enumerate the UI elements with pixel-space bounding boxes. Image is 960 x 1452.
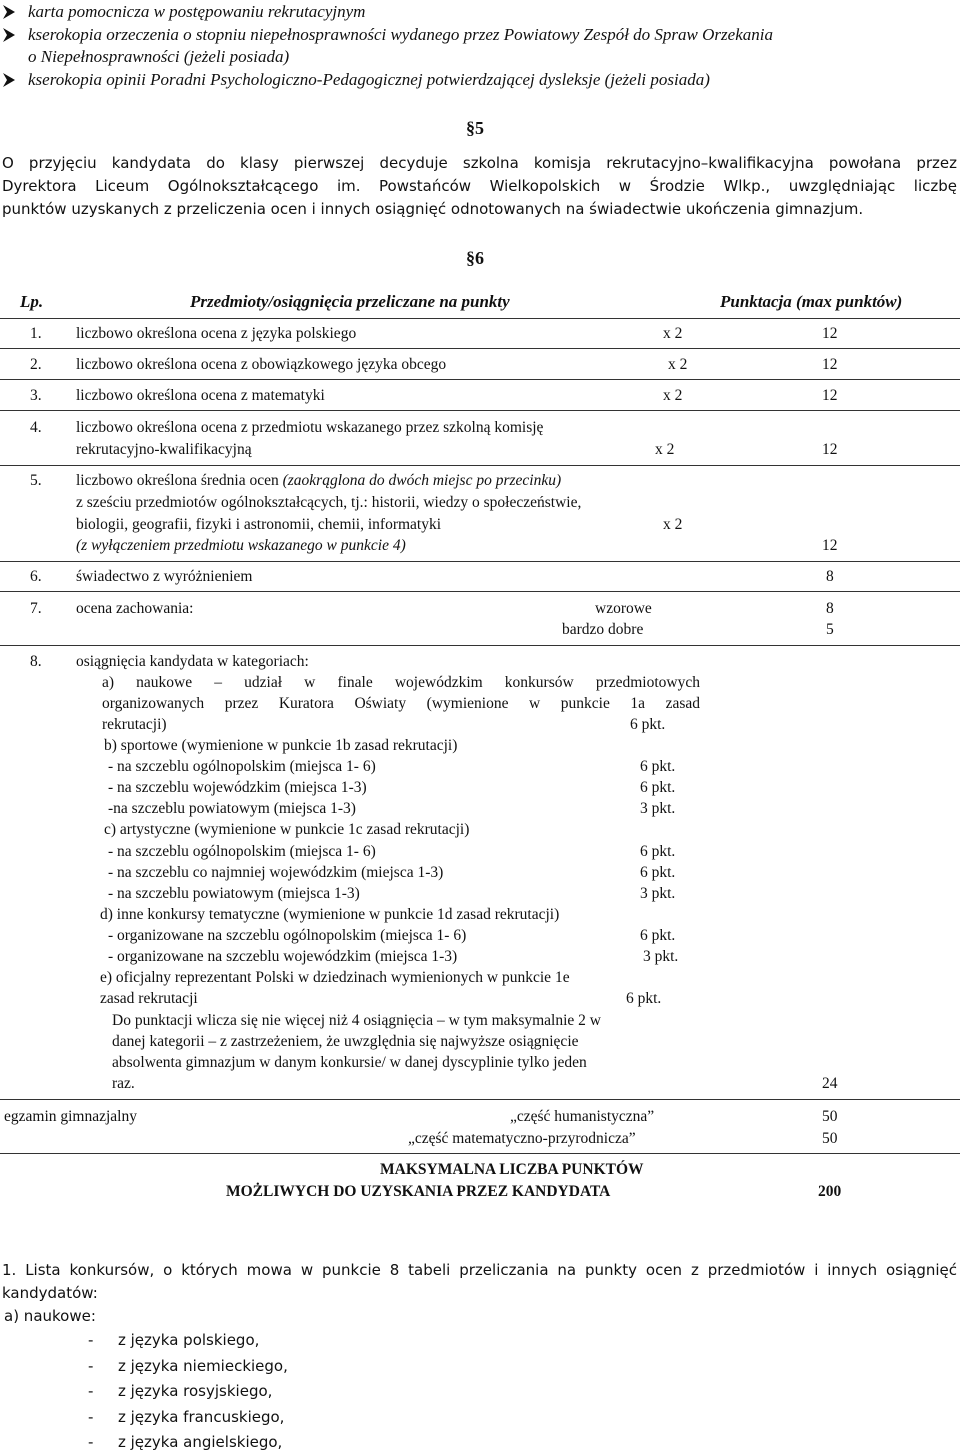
row-text: liczbowo określona ocena z przedmiotu wskazanego przez szkolną komisję	[76, 419, 544, 436]
section-5-line: Dyrektora Liceum Ogólnokształcącego im. Powstańców Wielkopolskich w Środzie Wlkp., uwzględniając liczbę	[2, 177, 957, 195]
row-points: 8	[826, 568, 834, 585]
achievement-note: Do punktacji wlicza się nie więcej niż 4 osiągnięcia – w tym maksymalnie 2 w	[112, 1012, 601, 1029]
row-points: 12	[822, 441, 838, 458]
section-6-heading: §6	[466, 248, 484, 268]
row-number: 5.	[30, 472, 42, 489]
total-label: MOŻLIWYCH DO UZYSKANIA PRZEZ KANDYDATA	[226, 1183, 611, 1200]
category-science: rekrutacji)	[102, 716, 167, 733]
row-number: 6.	[30, 568, 42, 585]
list-item: - z języka polskiego,	[88, 1331, 260, 1349]
list-item: - z języka niemieckiego,	[88, 1357, 288, 1375]
section-5-line: O przyjęciu kandydata do klasy pierwszej decyduje szkolna komisja rekrutacyjno–kwalifikacyjna powołana przez	[2, 154, 957, 172]
category-item: - na szczeblu ogólnopolskim (miejsca 1- 6)	[108, 843, 376, 860]
row-text: rekrutacyjno-kwalifikacyjną	[76, 441, 252, 458]
column-header-points: Punktacja (max punktów)	[720, 292, 903, 311]
exam-part: „część humanistyczna”	[510, 1108, 655, 1125]
row-points: 12	[822, 356, 838, 373]
row-multiplier: x 2	[663, 387, 683, 404]
list-item: - z języka rosyjskiego,	[88, 1382, 273, 1400]
row-divider	[0, 645, 960, 646]
row-text: biologii, geografii, fizyki i astronomii, chemii, informatyki	[76, 516, 442, 533]
exam-label: egzamin gimnazjalny	[4, 1108, 137, 1125]
column-header-subjects: Przedmioty/osiągnięcia przeliczane na punkty	[190, 292, 510, 311]
row-text: z sześciu przedmiotów ogólnokształcących, tj.: historii, wiedzy o społeczeństwie,	[76, 494, 582, 511]
category-points: 6 pkt.	[640, 779, 676, 796]
category-points: 6 pkt.	[640, 927, 676, 944]
footnote-line: kandydatów:	[2, 1284, 98, 1302]
total-points: 200	[818, 1183, 842, 1200]
row-points: 5	[826, 621, 834, 638]
row-text: liczbowo określona średnia ocen (zaokrąglona do dwóch miejsc po przecinku)	[76, 472, 562, 489]
arrow-bullet-icon	[2, 27, 16, 43]
row-text: ocena zachowania:	[76, 600, 194, 617]
row-text: liczbowo określona ocena z obowiązkowego języka obcego	[76, 356, 447, 373]
category-item: - organizowane na szczeblu ogólnopolskim (miejsca 1- 6)	[108, 927, 467, 944]
row-divider	[0, 318, 960, 319]
category-representative: e) oficjalny reprezentant Polski w dziedzinach wymienionych w punkcie 1e	[100, 969, 570, 986]
row-multiplier: x 2	[655, 441, 675, 458]
list-item: - z języka francuskiego,	[88, 1408, 285, 1426]
category-points: 6 pkt.	[640, 758, 676, 775]
row-points: 8	[826, 600, 834, 617]
category-points: 3 pkt.	[643, 948, 679, 965]
row-divider	[0, 379, 960, 380]
row-multiplier: x 2	[663, 325, 683, 342]
footnote-subheading: a) naukowe:	[4, 1307, 96, 1325]
achievement-note: raz.	[112, 1075, 135, 1092]
conduct-option: bardzo dobre	[562, 621, 644, 638]
category-item: - na szczeblu wojewódzkim (miejsca 1-3)	[108, 779, 367, 796]
row-points: 50	[822, 1130, 838, 1147]
row-divider	[0, 561, 960, 562]
list-item-text: kserokopia opinii Poradni Psychologiczno-Pedagogicznej potwierdzającej dysleksje (jeżeli posiada)	[28, 70, 710, 89]
row-text: (z wyłączeniem przedmiotu wskazanego w punkcie 4)	[76, 537, 406, 554]
category-points: 3 pkt.	[640, 885, 676, 902]
row-text: osiągnięcia kandydata w kategoriach:	[76, 653, 309, 670]
column-header-lp: Lp.	[20, 292, 44, 311]
category-other: d) inne konkursy tematyczne (wymienione w punkcie 1d zasad rekrutacji)	[100, 906, 560, 923]
row-divider	[0, 1099, 960, 1100]
category-item: - na szczeblu co najmniej wojewódzkim (miejsca 1-3)	[108, 864, 444, 881]
category-points: 6 pkt.	[630, 716, 666, 733]
row-multiplier: x 2	[663, 516, 683, 533]
category-item: - na szczeblu powiatowym (miejsca 1-3)	[108, 885, 360, 902]
row-points: 12	[822, 325, 838, 342]
conduct-option: wzorowe	[595, 600, 652, 617]
row-number: 2.	[30, 356, 42, 373]
row-divider	[0, 591, 960, 592]
row-points: 12	[822, 537, 838, 554]
achievement-note: danej kategorii – z zastrzeżeniem, że uwzględnia się najwyższe osiągnięcie	[112, 1033, 579, 1050]
arrow-bullet-icon	[2, 72, 16, 88]
category-item: - organizowane na szczeblu wojewódzkim (miejsca 1-3)	[108, 948, 458, 965]
row-divider	[0, 348, 960, 349]
achievement-note: absolwenta gimnazjum w danym konkursie/ w danej dyscyplinie tylko jeden	[112, 1054, 587, 1071]
list-item: - z języka angielskiego,	[88, 1433, 283, 1451]
list-item-text: kserokopia orzeczenia o stopniu niepełnosprawności wydanego przez Powiatowy Zespół do Spraw Orzekania	[28, 25, 773, 44]
row-multiplier: x 2	[668, 356, 688, 373]
row-divider	[0, 1153, 960, 1154]
exam-part: „część matematyczno-przyrodnicza”	[408, 1130, 636, 1147]
row-number: 7.	[30, 600, 42, 617]
list-item-text: karta pomocnicza w postępowaniu rekrutacyjnym	[28, 2, 366, 21]
row-number: 3.	[30, 387, 42, 404]
footnote-line: 1. Lista konkursów, o których mowa w punkcie 8 tabeli przeliczania na punkty ocen z przedmiotów i innych osiągnięć	[2, 1261, 957, 1279]
row-points: 24	[822, 1075, 838, 1092]
arrow-bullet-icon	[2, 4, 16, 20]
category-science: organizowanych przez Kuratora Oświaty (wymienione w punkcie 1a zasad	[102, 695, 700, 712]
row-number: 1.	[30, 325, 42, 342]
category-points: 6 pkt.	[626, 990, 662, 1007]
row-number: 8.	[30, 653, 42, 670]
list-item-text: o Niepełnosprawności (jeżeli posiada)	[28, 47, 290, 66]
row-text: liczbowo określona ocena z języka polskiego	[76, 325, 357, 342]
total-label: MAKSYMALNA LICZBA PUNKTÓW	[380, 1161, 644, 1178]
category-item: - na szczeblu ogólnopolskim (miejsca 1- 6)	[108, 758, 376, 775]
category-art: c) artystyczne (wymienione w punkcie 1c zasad rekrutacji)	[104, 821, 470, 838]
category-points: 6 pkt.	[640, 843, 676, 860]
section-5-line: punktów uzyskanych z przeliczenia ocen i innych osiągnięć odnotowanych na świadectwie ukończenia gimnazjum.	[2, 200, 864, 218]
category-science: a) naukowe – udział w finale wojewódzkim konkursów przedmiotowych	[102, 674, 700, 691]
category-sport: b) sportowe (wymienione w punkcie 1b zasad rekrutacji)	[104, 737, 458, 754]
category-representative: zasad rekrutacji	[100, 990, 198, 1007]
section-5-heading: §5	[466, 118, 484, 138]
row-divider	[0, 410, 960, 411]
row-text: liczbowo określona ocena z matematyki	[76, 387, 325, 404]
category-points: 6 pkt.	[640, 864, 676, 881]
row-points: 12	[822, 387, 838, 404]
row-divider	[0, 465, 960, 466]
row-text: świadectwo z wyróżnieniem	[76, 568, 253, 585]
row-points: 50	[822, 1108, 838, 1125]
category-points: 3 pkt.	[640, 800, 676, 817]
row-number: 4.	[30, 419, 42, 436]
category-item: -na szczeblu powiatowym (miejsca 1-3)	[108, 800, 356, 817]
